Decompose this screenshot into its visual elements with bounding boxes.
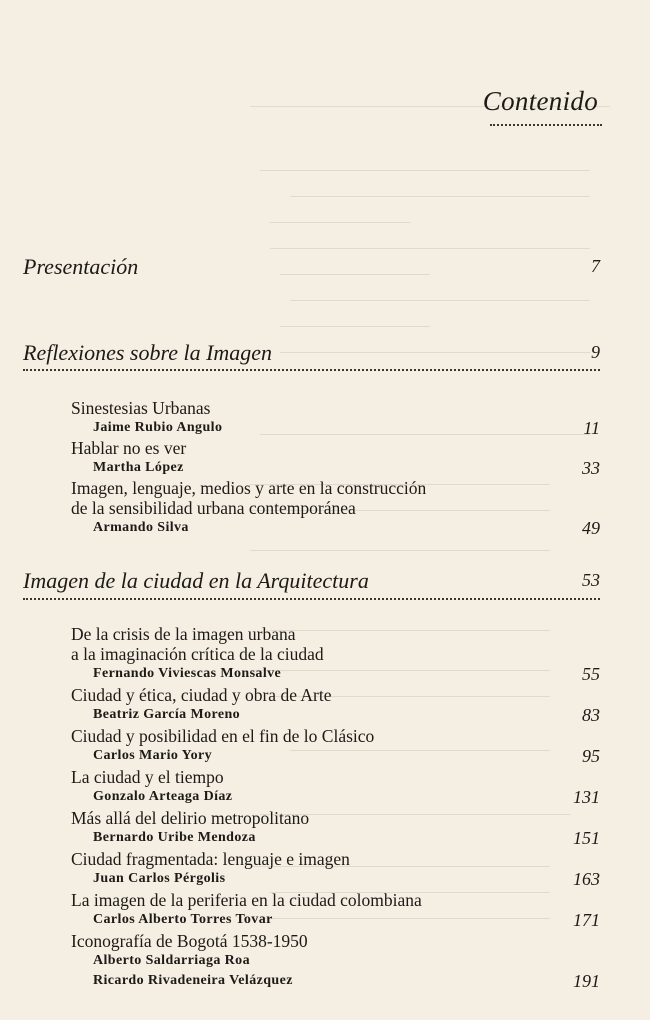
entry-author: Jaime Rubio Angulo — [93, 420, 223, 435]
entry-title: Ciudad fragmentada: lenguaje e imagen — [71, 849, 350, 869]
entry-author: Beatriz García Moreno — [93, 707, 241, 722]
entry-page-number: 11 — [583, 418, 600, 438]
entry-author: Fernando Viviescas Monsalve — [93, 666, 282, 681]
toc-entry — [71, 931, 600, 991]
entry-author: Armando Silva — [93, 520, 189, 535]
section-dotted-rule — [23, 598, 600, 600]
entry-title: Iconografía de Bogotá 1538-1950 — [71, 931, 308, 951]
toc-entry — [71, 726, 600, 766]
section-title: Imagen de la ciudad en la Arquitectura — [23, 568, 369, 593]
entry-author: Gonzalo Arteaga Díaz — [93, 789, 233, 804]
entry-page-number: 171 — [573, 910, 600, 930]
entry-page-number: 33 — [582, 458, 600, 478]
section-title: Reflexiones sobre la Imagen — [23, 340, 273, 365]
entry-author: Juan Carlos Pérgolis — [93, 871, 226, 886]
toc-entry — [71, 398, 600, 438]
entry-page-number: 55 — [582, 664, 600, 684]
toc-entry — [71, 438, 600, 478]
title-dotted-rule — [490, 124, 602, 126]
entry-page-number: 151 — [573, 828, 600, 848]
entry-title: La ciudad y el tiempo — [71, 767, 224, 787]
entry-page-number: 95 — [582, 746, 600, 766]
entry-title: Hablar no es ver — [71, 438, 187, 458]
entry-title: La imagen de la periferia en la ciudad colombiana — [71, 890, 422, 910]
entry-author: Ricardo Rivadeneira Velázquez — [93, 973, 293, 988]
page-title: Contenido — [482, 86, 598, 116]
section-title: Presentación — [23, 254, 139, 279]
section-presentacion — [23, 254, 600, 284]
entry-page-number: 131 — [573, 787, 600, 807]
section-reflexiones — [23, 340, 600, 370]
entry-author: Alberto Saldarriaga Roa — [93, 953, 250, 968]
section-arquitectura — [23, 568, 600, 598]
entry-title: de la sensibilidad urbana contemporánea — [71, 498, 356, 518]
entry-author: Carlos Alberto Torres Tovar — [93, 912, 273, 927]
entry-page-number: 83 — [582, 705, 600, 725]
section-page-number: 53 — [582, 570, 600, 590]
entry-title: Ciudad y ética, ciudad y obra de Arte — [71, 685, 332, 705]
entry-author: Bernardo Uribe Mendoza — [93, 830, 256, 845]
toc-entry — [71, 849, 600, 889]
section-dotted-rule — [23, 369, 600, 371]
entry-title: Más allá del delirio metropolitano — [71, 808, 310, 828]
entry-page-number: 49 — [582, 518, 600, 538]
entry-page-number: 191 — [573, 971, 600, 991]
section-page-number: 7 — [591, 256, 600, 276]
section-page-number: 9 — [591, 342, 600, 362]
toc-entry — [71, 624, 600, 684]
entry-author: Carlos Mario Yory — [93, 748, 213, 763]
toc-entry — [71, 808, 600, 848]
toc-entry — [71, 767, 600, 807]
toc-entry — [71, 890, 600, 930]
entry-title: De la crisis de la imagen urbana — [71, 624, 296, 644]
entry-author: Martha López — [93, 460, 184, 475]
entry-title: a la imaginación crítica de la ciudad — [71, 644, 324, 664]
entry-title: Imagen, lenguaje, medios y arte en la construcción — [71, 478, 427, 498]
entry-title: Sinestesias Urbanas — [71, 398, 211, 418]
toc-entry — [71, 685, 600, 725]
toc-entry — [71, 478, 600, 538]
entry-page-number: 163 — [573, 869, 600, 889]
entry-title: Ciudad y posibilidad en el fin de lo Clásico — [71, 726, 375, 746]
